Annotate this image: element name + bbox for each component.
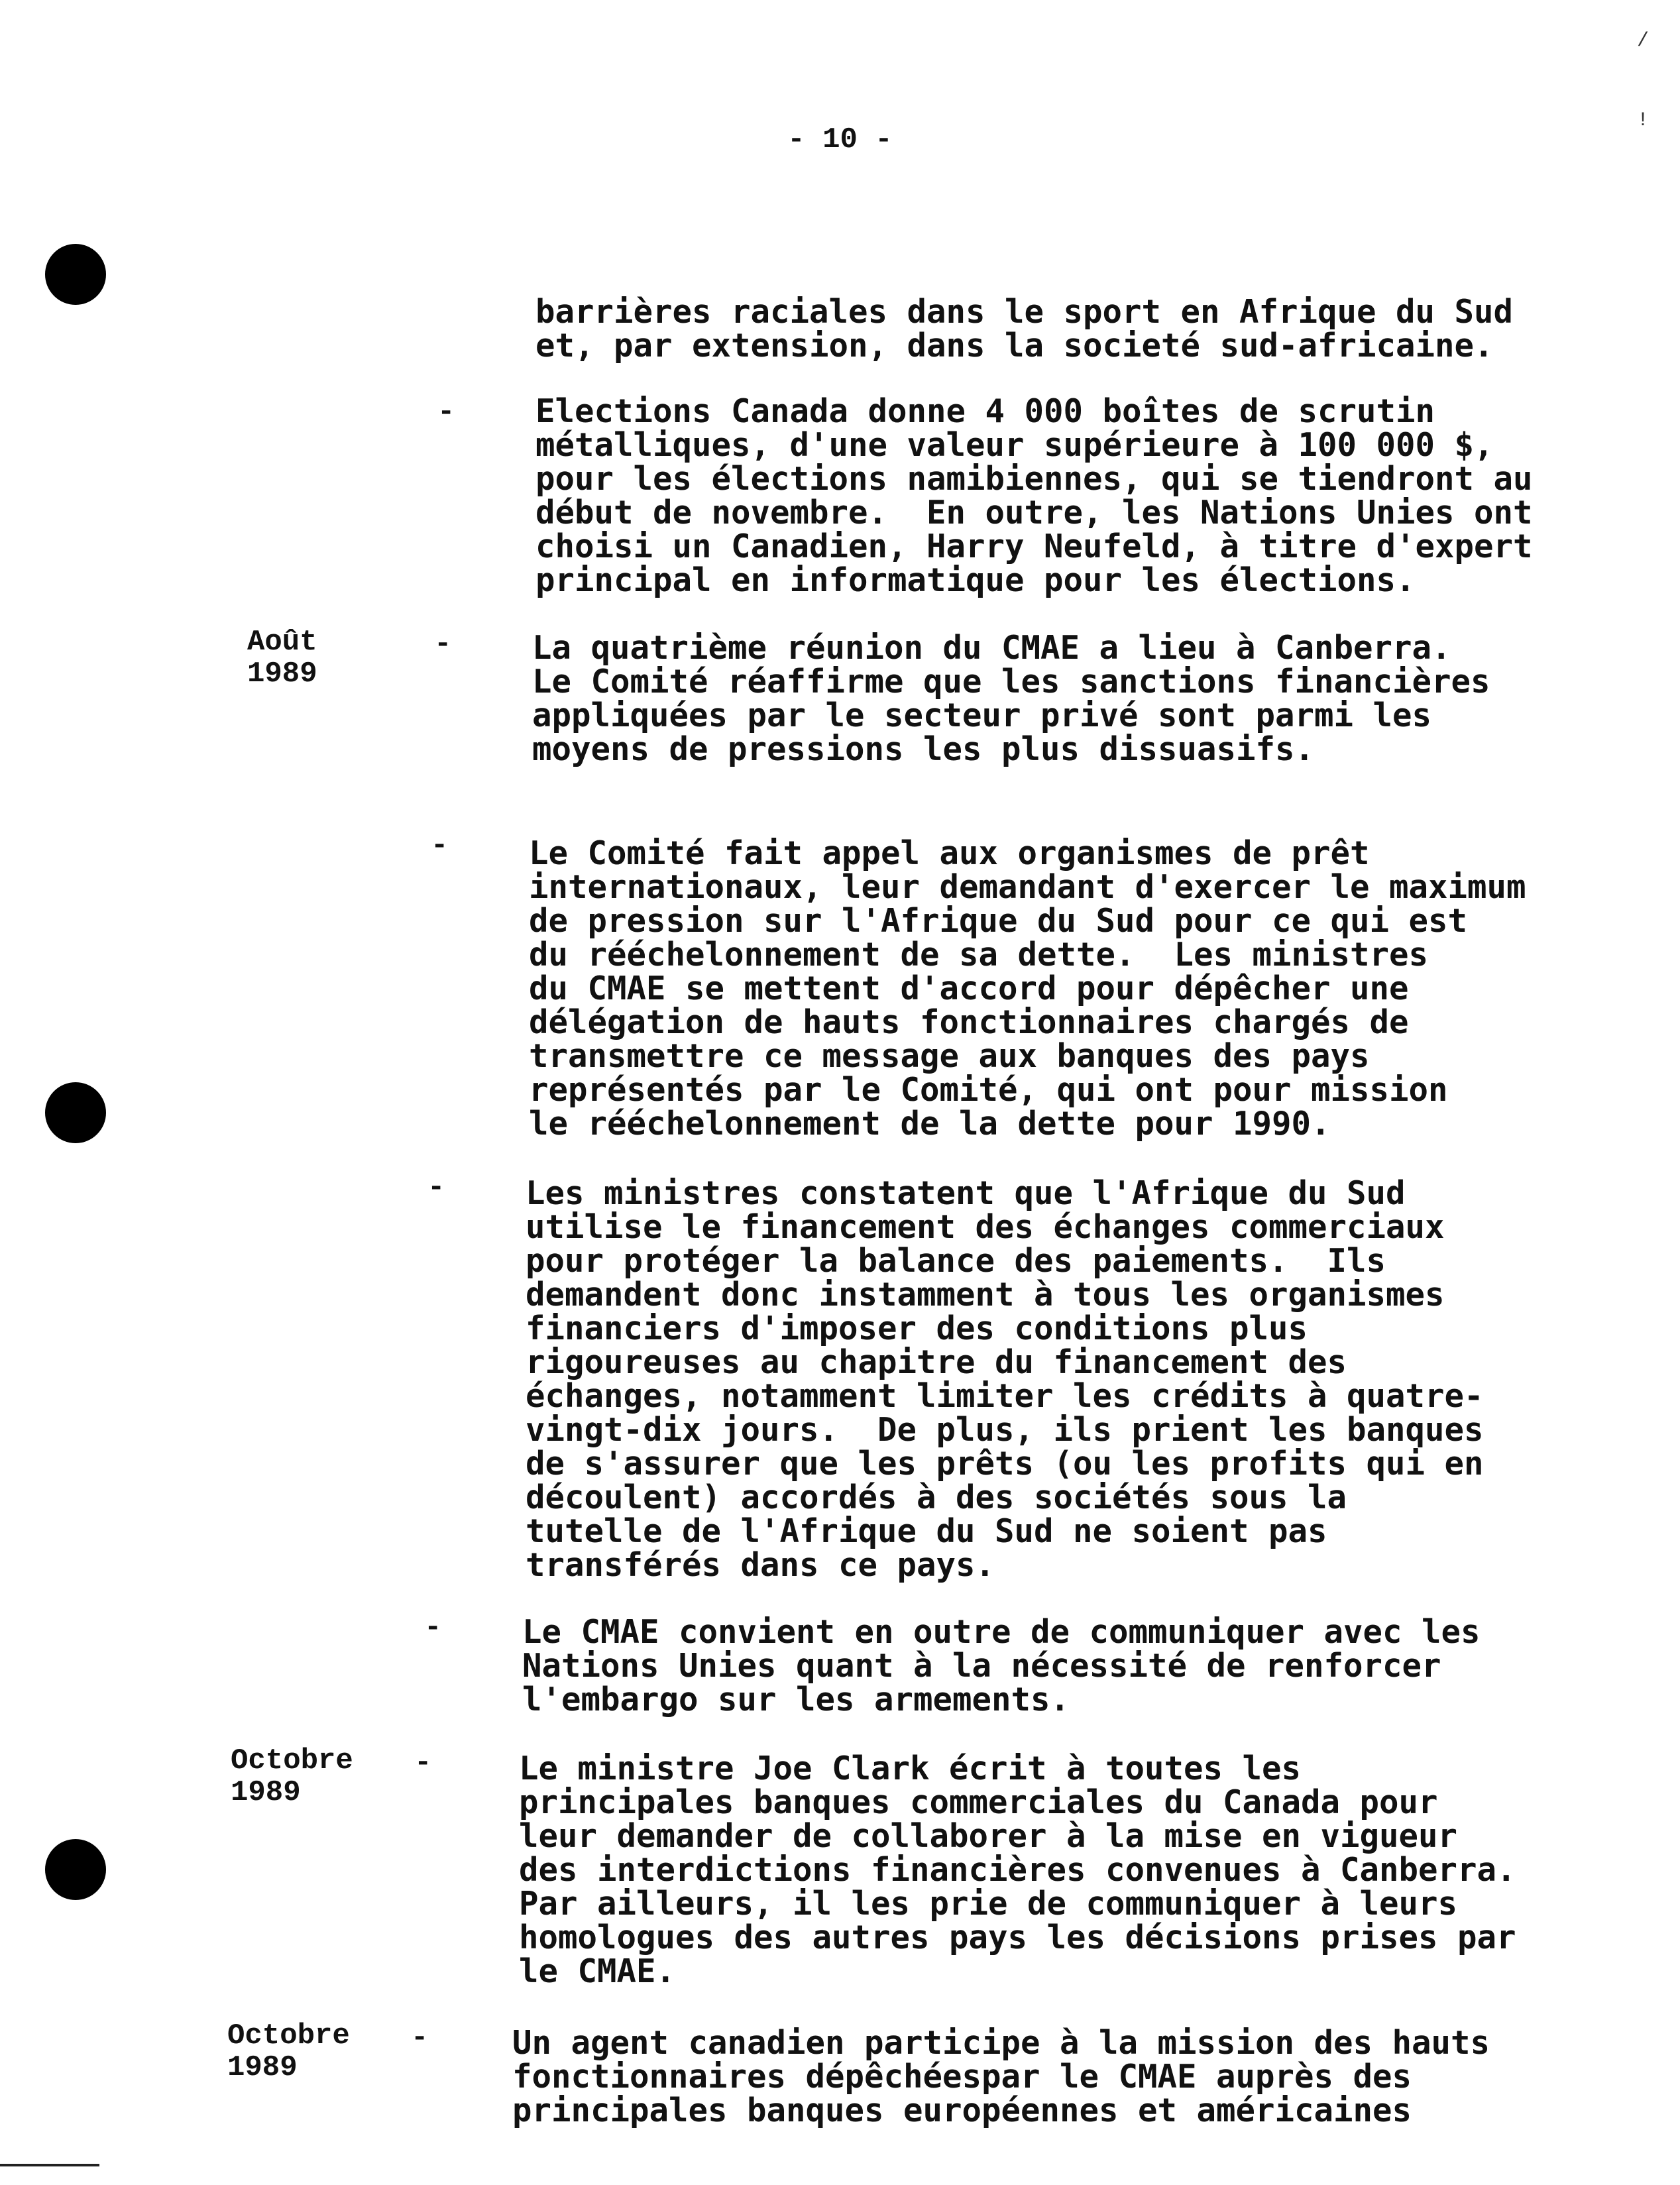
entry-3-dash: - <box>431 829 449 862</box>
entry-3-line-0: Le Comité fait appel aux organismes de prêt <box>529 834 1370 872</box>
entry-7-text <box>512 2026 1490 2127</box>
entry-4-dash: - <box>427 1171 445 1204</box>
entry-3-line-3: du rééchelonnement de sa dette. Les ministres <box>529 936 1429 974</box>
punch-hole-top <box>45 244 106 305</box>
entry-2-date: Août 1989 <box>247 626 317 691</box>
entry-2-dash: - <box>434 628 452 661</box>
entry-4-line-6: échanges, notamment limiter les crédits à quatre- <box>526 1377 1484 1415</box>
entry-6-line-5: homologues des autres pays les décisions prises par <box>519 1919 1516 1956</box>
entry-1-line-1: métalliques, d'une valeur supérieure à 100 000 $, <box>535 426 1494 464</box>
entry-3-text <box>529 836 1526 1141</box>
entry-2-line-0: La quatrième réunion du CMAE a lieu à Canberra. <box>532 629 1451 667</box>
entry-6-date: Octobre 1989 <box>231 1744 353 1809</box>
entry-2-line-1: Le Comité réaffirme que les sanctions financières <box>532 663 1490 700</box>
entry-6-line-6: le CMAE. <box>519 1952 676 1990</box>
entry-1-text <box>535 394 1533 597</box>
entry-1-line-5: principal en informatique pour les élections. <box>535 561 1416 599</box>
entry-4-text <box>526 1176 1484 1582</box>
entry-6-line-1: principales banques commerciales du Canada pour <box>519 1783 1438 1821</box>
entry-3-line-6: transmettre ce message aux banques des pays <box>529 1037 1370 1075</box>
entry-5-text <box>522 1615 1481 1716</box>
entry-4-line-5: rigoureuses au chapitre du financement des <box>526 1343 1347 1381</box>
entry-0-text <box>535 295 1513 363</box>
punch-hole-middle <box>45 1082 106 1143</box>
punch-hole-bottom <box>45 1839 106 1900</box>
entry-6-dash: - <box>414 1746 432 1779</box>
entry-1-line-0: Elections Canada donne 4 000 boîtes de scrutin <box>535 392 1435 430</box>
entry-6-text <box>519 1752 1516 1988</box>
entry-5-line-1: Nations Unies quant à la nécessité de renforcer <box>522 1647 1441 1685</box>
entry-5-dash: - <box>424 1611 442 1644</box>
entry-4-line-7: vingt-dix jours. De plus, ils prient les banques <box>526 1411 1484 1449</box>
entry-6-line-0: Le ministre Joe Clark écrit à toutes les <box>519 1750 1302 1787</box>
entry-4-line-0: Les ministres constatent que l'Afrique du Sud <box>526 1174 1406 1212</box>
entry-2-text <box>532 631 1490 766</box>
page-number: - 10 - <box>787 123 893 156</box>
entry-7-date: Octobre 1989 <box>227 2019 350 2084</box>
entry-4-line-3: demandent donc instamment à tous les organismes <box>526 1276 1445 1314</box>
entry-3-line-5: délégation de hauts fonctionnaires chargés de <box>529 1003 1409 1041</box>
entry-4-line-1: utilise le financement des échanges commerciaux <box>526 1208 1445 1246</box>
entry-4-line-10: tutelle de l'Afrique du Sud ne soient pas <box>526 1512 1327 1550</box>
entry-6-line-3: des interdictions financières convenues à Canberra. <box>519 1851 1516 1889</box>
entry-0-line-1: et, par extension, dans la societé sud-africaine. <box>535 327 1494 364</box>
edge-mark-top: / <box>1637 30 1650 52</box>
entry-3-line-8: le rééchelonnement de la dette pour 1990. <box>529 1105 1331 1143</box>
entry-3-line-7: représentés par le Comité, qui ont pour mission <box>529 1071 1448 1109</box>
entry-7-line-0: Un agent canadien participe à la mission des hauts <box>512 2024 1490 2062</box>
entry-2-line-2: appliquées par le secteur privé sont parmi les <box>532 697 1432 734</box>
entry-7-line-1: fonctionnaires dépêchéespar le CMAE auprès des <box>512 2058 1412 2096</box>
entry-2-line-3: moyens de pressions les plus dissuasifs. <box>532 730 1315 768</box>
entry-7-line-2: principales banques européennes et américaines <box>512 2092 1412 2129</box>
entry-3-line-2: de pression sur l'Afrique du Sud pour ce qui est <box>529 902 1468 940</box>
entry-5-line-2: l'embargo sur les armements. <box>522 1681 1070 1718</box>
entry-4-line-8: de s'assurer que les prêts (ou les profits qui en <box>526 1445 1484 1483</box>
entry-1-line-3: début de novembre. En outre, les Nations Unies ont <box>535 494 1533 532</box>
entry-1-line-2: pour les élections namibiennes, qui se tiendront au <box>535 460 1533 498</box>
edge-mark-second: ! <box>1637 109 1650 132</box>
entry-4-line-2: pour protéger la balance des paiements. Ils <box>526 1242 1386 1280</box>
entry-5-line-0: Le CMAE convient en outre de communiquer avec les <box>522 1613 1481 1651</box>
entry-3-line-4: du CMAE se mettent d'accord pour dépêcher une <box>529 970 1409 1007</box>
entry-6-line-4: Par ailleurs, il les prie de communiquer à leurs <box>519 1885 1458 1923</box>
entry-3-line-1: internationaux, leur demandant d'exercer le maximum <box>529 868 1526 906</box>
entry-0-line-0: barrières raciales dans le sport en Afrique du Sud <box>535 293 1514 331</box>
entry-4-line-9: découlent) accordés à des sociétés sous la <box>526 1479 1347 1516</box>
entry-4-line-11: transférés dans ce pays. <box>526 1546 995 1584</box>
entry-6-line-2: leur demander de collaborer à la mise en vigueur <box>519 1817 1458 1855</box>
entry-4-line-4: financiers d'imposer des conditions plus <box>526 1310 1308 1347</box>
entry-1-line-4: choisi un Canadien, Harry Neufeld, à titre d'expert <box>535 528 1533 565</box>
bottom-scan-rule <box>0 2164 99 2166</box>
entry-7-dash: - <box>411 2021 429 2054</box>
entry-1-dash: - <box>437 396 455 429</box>
